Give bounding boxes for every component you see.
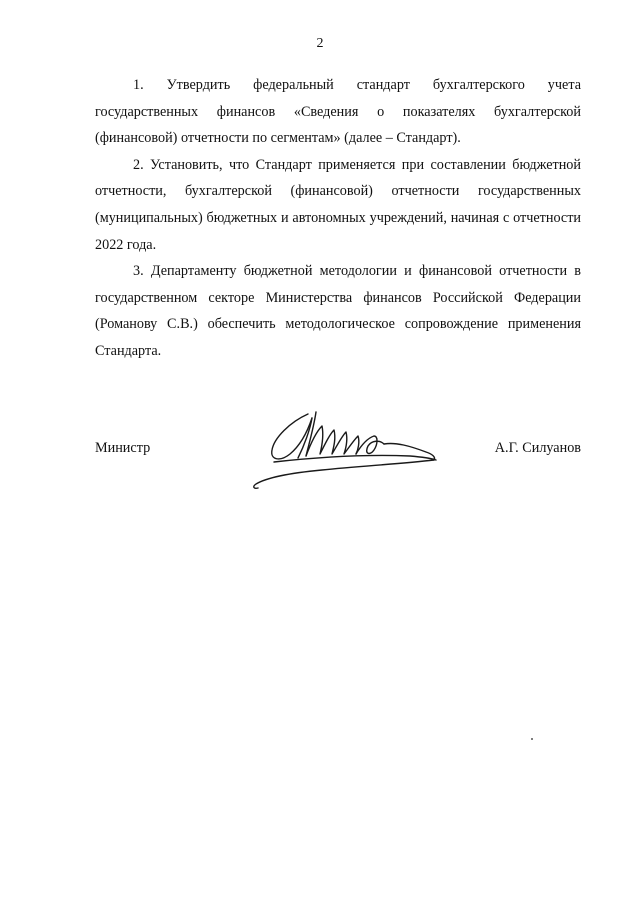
signatory-title: Министр <box>95 440 151 456</box>
paragraph-2: 2. Установить, что Стандарт применяется при составлении бюджетной отчетности, бухгалтерской (финансовой) отчетности государственных (муниципальных) бюджетных и автономных учреждений, начиная с отчетности 2022 года. <box>95 156 581 253</box>
signatory-name: А.Г. Силуанов <box>494 440 581 456</box>
scan-speck <box>531 738 533 740</box>
paragraph-3: 3. Департаменту бюджетной методологии и финансовой отчетности в государственном секторе Министерства финансов Российской Федерации (Романову С.В.) обеспечить методологическое сопровождение применения Стандарта. <box>95 263 581 359</box>
paragraph-1: 1. Утвердить федеральный стандарт бухгалтерского учета государственных финансов «Сведения о показателях бухгалтерской (финансовой) отчетности по сегментам» (далее – Стандарт). <box>95 77 581 147</box>
handwritten-signature <box>250 400 450 495</box>
page-number: 2 <box>316 36 324 51</box>
document-body <box>95 72 581 365</box>
